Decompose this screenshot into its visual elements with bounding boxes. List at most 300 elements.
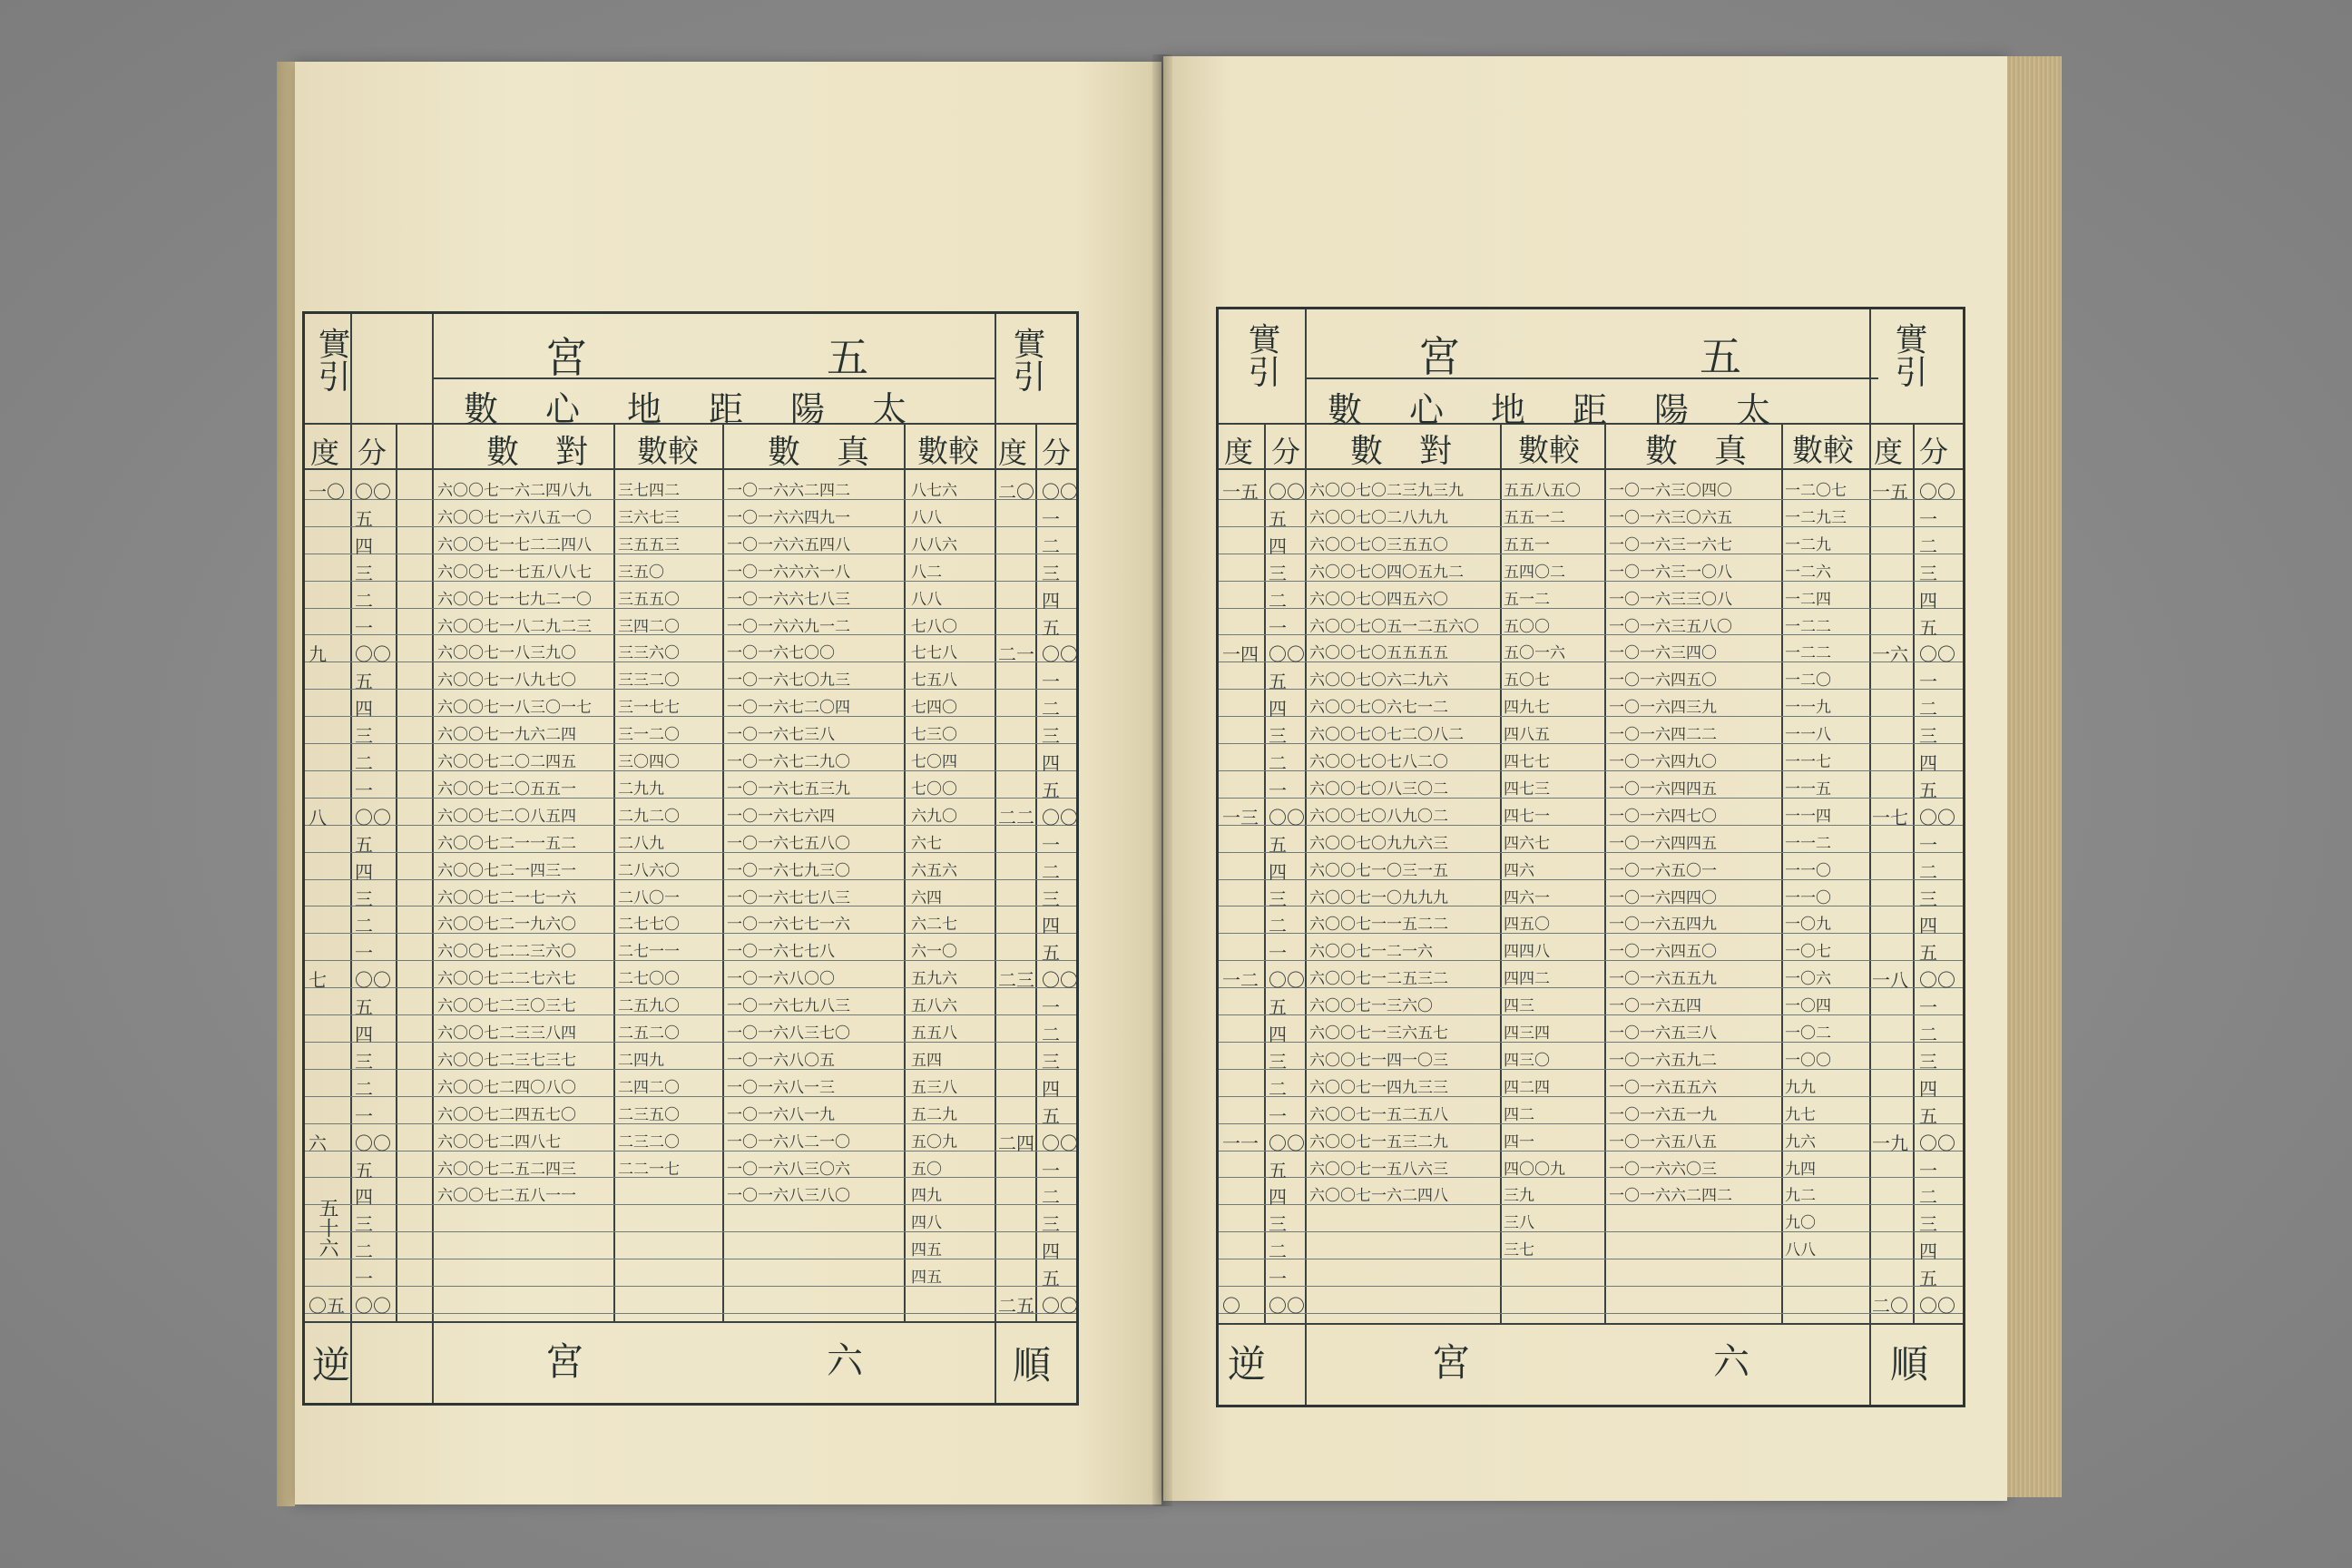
degree-cell-right: 一五 xyxy=(1872,481,1908,503)
table-row-rule xyxy=(305,581,1076,582)
minute-cell-right: 二 xyxy=(1042,534,1060,557)
minute-cell-left: 三 xyxy=(1269,887,1287,910)
book-spine-edge xyxy=(277,62,295,1506)
minute-cell-left: 四 xyxy=(1269,534,1287,557)
diff2-value-cell: 一二九三 xyxy=(1785,508,1847,527)
degree-cell-left: 一三 xyxy=(1222,806,1259,828)
true-value-cell: 一〇一六六九一二 xyxy=(727,617,850,636)
diff2-value-cell: 八八六 xyxy=(911,535,957,554)
diff-value-cell: 四三四 xyxy=(1504,1024,1550,1043)
diff2-value-cell: 一一二 xyxy=(1785,834,1831,853)
diff2-value-cell: 九九 xyxy=(1785,1078,1816,1097)
table-row-rule xyxy=(305,1151,1076,1152)
right-head-degree-r: 度 xyxy=(1874,435,1904,469)
diff-value-cell: 三八 xyxy=(1504,1214,1534,1233)
minute-cell-left: 二 xyxy=(1269,752,1287,774)
diff2-value-cell: 一一七 xyxy=(1785,753,1831,771)
diff2-value-cell: 八二 xyxy=(911,563,942,582)
table-row-rule xyxy=(305,634,1076,635)
true-value-cell: 一〇一六七〇九三 xyxy=(727,671,850,691)
degree-cell-right: 二〇 xyxy=(1872,1295,1908,1317)
minute-cell-right: 三 xyxy=(1042,1213,1060,1236)
minute-cell-left: 二 xyxy=(355,752,373,774)
true-value-cell: 一〇一六六二四二 xyxy=(727,482,850,500)
minute-cell-left: 〇〇 xyxy=(1269,481,1305,503)
minute-cell-right: 三 xyxy=(1919,562,1937,584)
log-value-cell: 六〇〇七二三〇三七 xyxy=(437,997,576,1016)
minute-cell-left: 二 xyxy=(355,1077,373,1100)
minute-cell-left: 五 xyxy=(1269,1159,1287,1181)
true-value-cell: 一〇一六七五三九 xyxy=(727,779,850,799)
diff2-value-cell: 五二九 xyxy=(911,1105,957,1124)
right-head-degree: 度 xyxy=(1224,435,1254,469)
log-value-cell: 六〇〇七一三六〇 xyxy=(1309,997,1433,1016)
minute-cell-left: 一 xyxy=(355,616,373,639)
minute-cell-right: 〇〇 xyxy=(1919,1132,1955,1154)
diff2-value-cell: 五四 xyxy=(911,1051,942,1070)
diff-value-cell: 三五五三 xyxy=(618,535,680,554)
table-row-rule xyxy=(305,689,1076,690)
minute-cell-left: 五 xyxy=(1269,833,1287,856)
true-value-cell: 一〇一六五一九 xyxy=(1609,1105,1717,1124)
minute-cell-left: 一 xyxy=(355,779,373,801)
left-table-frame xyxy=(302,311,1079,1406)
log-value-cell: 六〇〇七二一四三一 xyxy=(437,861,576,880)
minute-cell-left: 三 xyxy=(1269,1050,1287,1073)
diff-value-cell: 五五一 xyxy=(1504,535,1550,554)
log-value-cell: 六〇〇七〇七八二〇 xyxy=(1309,753,1448,771)
minute-cell-right: 二 xyxy=(1919,1186,1937,1209)
minute-cell-left: 五 xyxy=(355,996,373,1019)
diff-value-cell: 四三 xyxy=(1504,997,1534,1016)
diff2-value-cell: 七八〇 xyxy=(911,617,957,636)
log-value-cell: 六〇〇七〇六二九六 xyxy=(1309,671,1448,691)
degree-cell-right: 一八 xyxy=(1872,969,1908,992)
diff2-value-cell: 一一四 xyxy=(1785,807,1831,826)
minute-cell-right: 〇〇 xyxy=(1919,481,1955,503)
table-row-rule xyxy=(305,716,1076,717)
true-value-cell: 一〇一六七九三〇 xyxy=(727,861,850,880)
minute-cell-left: 三 xyxy=(355,562,373,584)
minute-cell-left: 五 xyxy=(355,507,373,530)
true-value-cell: 一〇一六七五八〇 xyxy=(727,834,850,853)
diff2-value-cell: 一二〇七 xyxy=(1785,482,1847,500)
minute-cell-left: 二 xyxy=(355,589,373,612)
minute-cell-left: 四 xyxy=(355,1024,373,1045)
log-value-cell: 六〇〇七一三六五七 xyxy=(1309,1024,1448,1043)
log-value-cell: 六〇〇七一二五三二 xyxy=(1309,970,1448,989)
right-shun-label: 實引 xyxy=(1890,322,1927,387)
minute-cell-left: 〇〇 xyxy=(355,481,391,503)
diff2-value-cell: 一一五 xyxy=(1785,779,1831,799)
log-value-cell: 六〇〇七一一五二二 xyxy=(1309,916,1448,935)
log-value-cell: 六〇〇七二三七三七 xyxy=(437,1051,576,1070)
true-value-cell: 一〇一六三三〇八 xyxy=(1609,590,1732,609)
table-row-rule xyxy=(305,825,1076,826)
diff-value-cell: 二七七〇 xyxy=(618,916,680,935)
book-gutter xyxy=(1152,54,1172,1506)
true-value-cell: 一〇一六五〇一 xyxy=(1609,861,1717,880)
minute-cell-right: 五 xyxy=(1919,779,1937,801)
diff2-value-cell: 九六 xyxy=(1785,1132,1816,1152)
minute-cell-left: 四 xyxy=(1269,1186,1287,1209)
diff-value-cell: 四七七 xyxy=(1504,753,1550,771)
left-footer-gong: 宮 xyxy=(545,1339,584,1384)
minute-cell-left: 四 xyxy=(355,1186,373,1209)
true-value-cell: 一〇一六五三八 xyxy=(1609,1024,1717,1043)
log-value-cell: 六〇〇七〇八九〇二 xyxy=(1309,807,1448,826)
minute-cell-right: 一 xyxy=(1042,671,1060,693)
table-row-rule xyxy=(305,608,1076,609)
diff2-value-cell: 九二 xyxy=(1785,1187,1816,1206)
diff2-value-cell: 一一九 xyxy=(1785,699,1831,718)
minute-cell-left: 一 xyxy=(1269,779,1287,801)
diff-value-cell: 二七〇〇 xyxy=(618,970,680,989)
diff-value-cell: 五〇七 xyxy=(1504,671,1550,691)
left-palace-number: 五 xyxy=(827,333,868,382)
degree-cell-right: 二三 xyxy=(998,969,1034,992)
left-head-minute: 分 xyxy=(358,436,387,470)
left-gong-label: 宮 xyxy=(545,333,587,382)
log-value-cell: 六〇〇七一九六二四 xyxy=(437,726,576,745)
degree-cell-left: 〇五 xyxy=(309,1295,345,1317)
minute-cell-left: 三 xyxy=(355,725,373,748)
minute-cell-left: 二 xyxy=(1269,915,1287,937)
minute-cell-left: 一 xyxy=(355,1268,373,1290)
diff2-value-cell: 八八 xyxy=(1785,1241,1816,1260)
degree-cell-right: 一六 xyxy=(1872,643,1908,666)
log-value-cell: 六〇〇七一〇九九九 xyxy=(1309,888,1448,907)
log-value-cell: 六〇〇七一七五八八七 xyxy=(437,563,592,582)
right-head-minute: 分 xyxy=(1271,435,1301,469)
diff-value-cell: 四二四 xyxy=(1504,1078,1550,1097)
true-value-cell: 一〇一六八三七〇 xyxy=(727,1024,850,1043)
minute-cell-right: 五 xyxy=(1042,942,1060,965)
diff-value-cell: 二三五〇 xyxy=(618,1105,680,1124)
log-value-cell: 六〇〇七〇八三〇二 xyxy=(1309,779,1448,799)
true-value-cell: 一〇一六七七八 xyxy=(727,943,835,962)
minute-cell-left: 四 xyxy=(355,860,373,883)
true-value-cell: 一〇一六六五四八 xyxy=(727,535,850,554)
minute-cell-right: 三 xyxy=(1042,562,1060,584)
right-footer-gong: 宮 xyxy=(1432,1340,1471,1385)
diff-value-cell: 二八六〇 xyxy=(618,861,680,880)
diff2-value-cell: 一二九 xyxy=(1785,535,1831,554)
minute-cell-left: 三 xyxy=(355,1050,373,1073)
log-value-cell: 六〇〇七二三三八四 xyxy=(437,1024,576,1043)
minute-cell-right: 三 xyxy=(1042,1050,1060,1073)
degree-cell-left: 一二 xyxy=(1222,969,1259,992)
table-row-rule xyxy=(305,1204,1076,1205)
minute-cell-right: 三 xyxy=(1042,887,1060,910)
diff-value-cell: 二七一一 xyxy=(618,943,680,962)
diff2-value-cell: 一二四 xyxy=(1785,590,1831,609)
log-value-cell: 六〇〇七〇五五五五 xyxy=(1309,644,1448,663)
true-value-cell: 一〇一六八一九 xyxy=(727,1105,835,1124)
diff-value-cell: 三六七三 xyxy=(618,508,680,527)
diff2-value-cell: 六一〇 xyxy=(911,943,957,962)
true-value-cell: 一〇一六四四五 xyxy=(1609,779,1717,799)
diff2-value-cell: 五〇 xyxy=(911,1160,942,1179)
log-value-cell: 六〇〇七一六二四八 xyxy=(1309,1187,1448,1206)
minute-cell-right: 〇〇 xyxy=(1042,643,1078,666)
diff-value-cell: 三五〇 xyxy=(618,563,664,582)
minute-cell-left: 四 xyxy=(355,534,373,557)
diff-value-cell: 四七一 xyxy=(1504,807,1550,826)
diff-value-cell: 四一 xyxy=(1504,1132,1534,1152)
true-value-cell: 一〇一六四五〇 xyxy=(1609,671,1717,691)
true-value-cell: 一〇一六三一六七 xyxy=(1609,535,1732,554)
true-value-cell: 一〇一六六二四二 xyxy=(1609,1187,1732,1206)
table-row-rule xyxy=(1219,1231,1963,1232)
minute-cell-right: 三 xyxy=(1042,725,1060,748)
minute-cell-right: 二 xyxy=(1042,1186,1060,1209)
true-value-cell: 一〇一六七六四 xyxy=(727,807,835,826)
true-value-cell: 一〇一六七二〇四 xyxy=(727,699,850,718)
minute-cell-right: 五 xyxy=(1042,1104,1060,1127)
minute-cell-left: 〇〇 xyxy=(1269,806,1305,828)
true-value-cell: 一〇一六三五八〇 xyxy=(1609,617,1732,636)
diff-value-cell: 三〇四〇 xyxy=(618,753,680,771)
table-row-rule xyxy=(305,499,1076,500)
minute-cell-right: 一 xyxy=(1042,833,1060,856)
table-row-rule xyxy=(305,1231,1076,1232)
true-value-cell: 一〇一六四九〇 xyxy=(1609,753,1717,771)
diff-value-cell: 四四八 xyxy=(1504,943,1550,962)
diff-value-cell: 五五一二 xyxy=(1504,508,1565,527)
degree-cell-left: 七 xyxy=(309,969,327,992)
minute-cell-right: 〇〇 xyxy=(1919,643,1955,666)
diff2-value-cell: 六五六 xyxy=(911,861,957,880)
minute-cell-left: 一 xyxy=(355,1104,373,1127)
minute-cell-right: 〇〇 xyxy=(1919,1295,1955,1317)
diff2-value-cell: 一〇四 xyxy=(1785,997,1831,1016)
true-value-cell: 一〇一六六〇三 xyxy=(1609,1160,1717,1179)
degree-cell-right: 二五 xyxy=(998,1295,1034,1317)
left-head-true: 數真 xyxy=(768,434,906,471)
table-row-rule xyxy=(305,1042,1076,1043)
minute-cell-left: 〇〇 xyxy=(355,969,391,992)
log-value-cell: 六〇〇七一五二五八 xyxy=(1309,1105,1448,1124)
minute-cell-right: 〇〇 xyxy=(1042,1295,1078,1317)
diff2-value-cell: 六七 xyxy=(911,834,942,853)
minute-cell-right: 五 xyxy=(1042,1268,1060,1290)
minute-cell-left: 〇〇 xyxy=(355,643,391,666)
log-value-cell: 六〇〇七二〇二四五 xyxy=(437,753,576,771)
minute-cell-right: 二 xyxy=(1919,534,1937,557)
table-row-rule xyxy=(305,933,1076,934)
minute-cell-left: 二 xyxy=(355,915,373,937)
diff-value-cell: 二五二〇 xyxy=(618,1024,680,1043)
true-value-cell: 一〇一六八〇〇 xyxy=(727,970,835,989)
true-value-cell: 一〇一六八三八〇 xyxy=(727,1187,850,1206)
minute-cell-left: 〇〇 xyxy=(1269,1295,1305,1317)
log-value-cell: 六〇〇七一五三二九 xyxy=(1309,1132,1448,1152)
minute-cell-left: 四 xyxy=(355,698,373,720)
degree-cell-left: 一一 xyxy=(1222,1132,1259,1154)
diff-value-cell: 二三二〇 xyxy=(618,1132,680,1152)
table-row-rule xyxy=(305,1177,1076,1178)
true-value-cell: 一〇一六五四 xyxy=(1609,997,1701,1016)
minute-cell-left: 五 xyxy=(1269,507,1287,530)
table-row-rule xyxy=(305,852,1076,853)
diff-value-cell: 四五〇 xyxy=(1504,916,1550,935)
true-value-cell: 一〇一六五九二 xyxy=(1609,1051,1717,1070)
diff-value-cell: 四八五 xyxy=(1504,726,1550,745)
right-gong-label: 宮 xyxy=(1418,332,1460,381)
diff-value-cell: 二九九 xyxy=(618,779,664,799)
diff2-value-cell: 六二七 xyxy=(911,916,957,935)
true-value-cell: 一〇一六三〇六五 xyxy=(1609,508,1732,527)
minute-cell-right: 〇〇 xyxy=(1919,969,1955,992)
true-value-cell: 一〇一六八〇五 xyxy=(727,1051,835,1070)
page-fore-edge xyxy=(2007,56,2062,1497)
degree-cell-left: 〇 xyxy=(1222,1295,1240,1317)
diff-value-cell: 二四九 xyxy=(618,1051,664,1070)
diff-value-cell: 五〇一六 xyxy=(1504,644,1565,663)
diff-value-cell: 五五八五〇 xyxy=(1504,482,1581,500)
log-value-cell: 六〇〇七一七九二一〇 xyxy=(437,590,592,609)
log-value-cell: 六〇〇七二五二四三 xyxy=(437,1160,576,1179)
diff-value-cell: 三七四二 xyxy=(618,482,680,500)
minute-cell-right: 三 xyxy=(1919,725,1937,748)
minute-cell-right: 四 xyxy=(1919,752,1937,774)
diff2-value-cell: 九七 xyxy=(1785,1105,1816,1124)
right-palace-number: 五 xyxy=(1700,332,1741,381)
true-value-cell: 一〇一六七〇〇 xyxy=(727,644,835,663)
diff-value-cell: 五四〇二 xyxy=(1504,563,1565,582)
log-value-cell: 六〇〇七二〇八五四 xyxy=(437,807,576,826)
diff2-value-cell: 六四 xyxy=(911,888,942,907)
minute-cell-right: 四 xyxy=(1042,589,1060,612)
minute-cell-right: 四 xyxy=(1919,915,1937,937)
left-head-log: 數對 xyxy=(486,434,625,471)
diff-value-cell: 三一七七 xyxy=(618,699,680,718)
diff-value-cell: 二五九〇 xyxy=(618,997,680,1016)
right-footer-number: 六 xyxy=(1713,1341,1749,1383)
diff2-value-cell: 七七八 xyxy=(911,644,957,663)
table-row-rule xyxy=(305,526,1076,527)
diff2-value-cell: 四九 xyxy=(911,1187,942,1206)
table-row-rule xyxy=(305,1286,1076,1287)
diff2-value-cell: 一一〇 xyxy=(1785,861,1831,880)
degree-cell-left: 一〇 xyxy=(309,481,345,503)
true-value-cell: 一〇一六六六一八 xyxy=(727,563,850,582)
minute-cell-right: 五 xyxy=(1919,942,1937,965)
log-value-cell: 六〇〇七一七二二四八 xyxy=(437,535,592,554)
true-value-cell: 一〇一六四五〇 xyxy=(1609,943,1717,962)
log-value-cell: 六〇〇七一八三九〇 xyxy=(437,644,576,663)
diff-value-cell: 三一二〇 xyxy=(618,726,680,745)
degree-cell-right: 二二 xyxy=(998,806,1034,828)
minute-cell-left: 一 xyxy=(1269,1104,1287,1127)
diff2-value-cell: 一二六 xyxy=(1785,563,1831,582)
minute-cell-right: 五 xyxy=(1919,1268,1937,1290)
minute-cell-left: 三 xyxy=(1269,725,1287,748)
left-subtitle: 數心地距陽太 xyxy=(464,389,955,429)
minute-cell-left: 一 xyxy=(355,942,373,965)
table-row-rule xyxy=(305,1123,1076,1124)
diff-value-cell: 四四二 xyxy=(1504,970,1550,989)
degree-cell-right: 一七 xyxy=(1872,806,1908,828)
minute-cell-left: 三 xyxy=(355,887,373,910)
diff-value-cell: 五一二 xyxy=(1504,590,1550,609)
minute-cell-right: 一 xyxy=(1042,507,1060,530)
diff-value-cell: 四〇〇九 xyxy=(1504,1160,1565,1179)
log-value-cell: 六〇〇七一八九七〇 xyxy=(437,671,576,691)
diff2-value-cell: 五五八 xyxy=(911,1024,957,1043)
true-value-cell: 一〇一六八三〇六 xyxy=(727,1160,850,1179)
minute-cell-right: 三 xyxy=(1919,1050,1937,1073)
minute-cell-left: 〇〇 xyxy=(355,1132,391,1154)
minute-cell-left: 一 xyxy=(1269,1268,1287,1290)
minute-cell-right: 二 xyxy=(1919,698,1937,720)
minute-cell-right: 一 xyxy=(1919,833,1937,856)
degree-cell-left: 一五 xyxy=(1222,481,1259,503)
table-row-rule xyxy=(305,1014,1076,1015)
diff-value-cell: 三五五〇 xyxy=(618,590,680,609)
diff2-value-cell: 一二〇 xyxy=(1785,671,1831,691)
log-value-cell: 六〇〇七一五八六三 xyxy=(1309,1160,1448,1179)
right-head-log: 數對 xyxy=(1350,433,1489,470)
right-subtitle: 數心地距陽太 xyxy=(1328,390,1818,430)
right-head-minute-r: 分 xyxy=(1919,435,1949,469)
diff2-value-cell: 九四 xyxy=(1785,1160,1816,1179)
true-value-cell: 一〇一六四七〇 xyxy=(1609,807,1717,826)
diff-value-cell: 四三〇 xyxy=(1504,1051,1550,1070)
left-page-number: 五十六 xyxy=(316,1198,338,1258)
degree-cell-right: 二四 xyxy=(998,1132,1034,1154)
log-value-cell: 六〇〇七二一七一六 xyxy=(437,888,576,907)
log-value-cell: 六〇〇七一二一六 xyxy=(1309,943,1433,962)
true-value-cell: 一〇一六七二九〇 xyxy=(727,753,850,771)
minute-cell-right: 四 xyxy=(1042,1240,1060,1263)
minute-cell-right: 一 xyxy=(1919,996,1937,1019)
minute-cell-left: 〇〇 xyxy=(1269,969,1305,992)
minute-cell-left: 〇〇 xyxy=(1269,643,1305,666)
true-value-cell: 一〇一六六七八三 xyxy=(727,590,850,609)
degree-cell-right: 二一 xyxy=(998,643,1034,666)
left-ni-label: 逆 xyxy=(312,1343,351,1387)
minute-cell-left: 二 xyxy=(1269,1077,1287,1100)
degree-cell-right: 一九 xyxy=(1872,1132,1908,1154)
true-value-cell: 一〇一六五五六 xyxy=(1609,1078,1717,1097)
true-value-cell: 一〇一六五八五 xyxy=(1609,1132,1717,1152)
minute-cell-left: 四 xyxy=(1269,698,1287,720)
true-value-cell: 一〇一六六四九一 xyxy=(727,508,850,527)
log-value-cell: 六〇〇七二一一五二 xyxy=(437,834,576,853)
diff2-value-cell: 八八 xyxy=(911,508,942,527)
log-value-cell: 六〇〇七二四〇八〇 xyxy=(437,1078,576,1097)
minute-cell-right: 二 xyxy=(1042,1024,1060,1045)
table-row-rule xyxy=(1219,1286,1963,1287)
left-head-diff1: 數較 xyxy=(637,434,699,470)
minute-cell-left: 五 xyxy=(1269,996,1287,1019)
minute-cell-left: 〇〇 xyxy=(355,1295,391,1317)
minute-cell-right: 一 xyxy=(1042,996,1060,1019)
log-value-cell: 六〇〇七〇五一二五六〇 xyxy=(1309,617,1479,636)
log-value-cell: 六〇〇七〇三五五〇 xyxy=(1309,535,1448,554)
log-value-cell: 六〇〇七〇四〇五九二 xyxy=(1309,563,1464,582)
minute-cell-right: 四 xyxy=(1042,1077,1060,1100)
diff2-value-cell: 四五 xyxy=(911,1241,942,1260)
true-value-cell: 一〇一六七七一六 xyxy=(727,916,850,935)
log-value-cell: 六〇〇七二〇五五一 xyxy=(437,779,576,799)
table-row-rule xyxy=(305,770,1076,771)
minute-cell-right: 三 xyxy=(1919,887,1937,910)
diff-value-cell: 三九 xyxy=(1504,1187,1534,1206)
log-value-cell: 六〇〇七一〇三一五 xyxy=(1309,861,1448,880)
